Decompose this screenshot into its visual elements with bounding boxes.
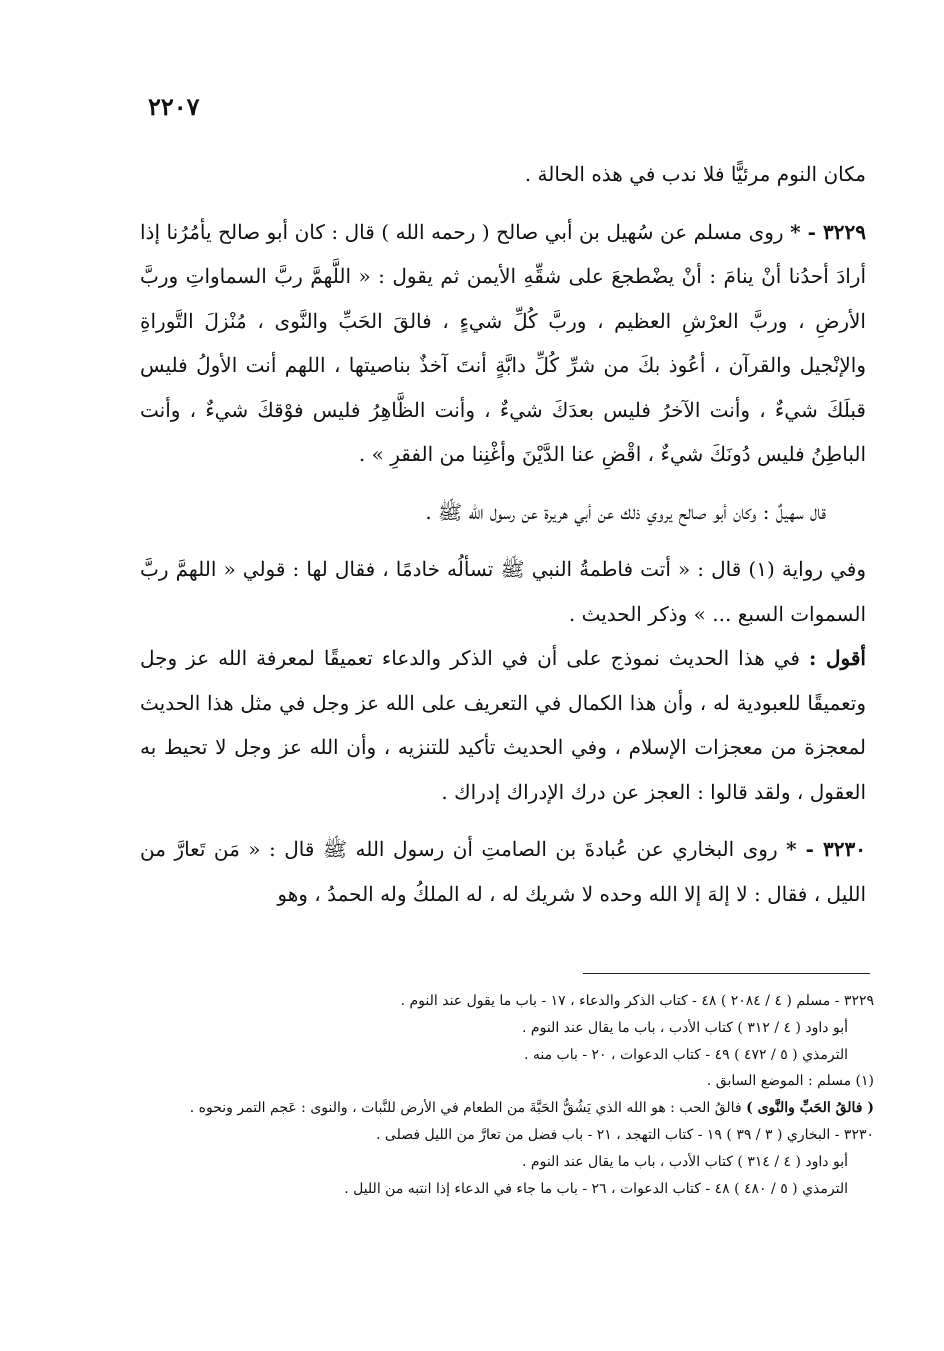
page-number: ٢٢٠٧ [148, 92, 200, 121]
spacer [140, 814, 866, 827]
hadith-text: روى مسلم عن سُهيل بن أبي صالح ( رحمه الله ) قال : كان أبو صالح يأمُرُنا إذا أرادَ أحدُنا أنْ ينامَ : أنْ يضْطجعَ على شقِّهِ الأيمن ثم يقول : « اللَّهمَّ ربَّ السماواتِ وربَّ الأرضِ ، وربَّ العرْشِ العظيم ، وربَّ كُلِّ شيءٍ ، فالقَ الحَبِّ والنَّوى ، مُنْزلَ التَّوراةِ والإنْجيل والقرآن ، أعُوذ بكَ من شرِّ كُلِّ دابَّةٍ أنتَ آخذٌ بناصيتها ، اللهم أنت الأولُ فليس قبلَكَ شيءٌ ، وأنت الآخرُ فليس بعدَكَ شيءٌ ، وأنت الظَّاهِرُ فليس فوْقكَ شيءٌ ، وأنت الباطِنُ فليس دُونَكَ شيءٌ ، اقْضِ عنا الدَّيْنَ وأغْنِنا من الفقرِ » . [140, 219, 866, 466]
commentary-label: أقول : [809, 646, 866, 670]
gloss-text: فالقُ الحب : هو الله الذي يَشُقُّ الحَبَّةَ من الطعام في الأرض للنَّبات ، والنوى : عَجم التمر ونحوه . [189, 1100, 742, 1117]
spacer [140, 534, 866, 547]
footnotes [140, 988, 874, 1202]
footnote-line: أبو داود ( ٤ / ٣١٢ ) كتاب الأدب ، باب ما يقال عند النوم . [522, 1019, 848, 1036]
hadith-3229 [140, 210, 866, 477]
footnote-line: أبو داود ( ٤ / ٣١٤ ) كتاب الأدب ، باب ما يقال عند النوم . [522, 1153, 848, 1170]
hadith-number: ٣٢٣٠ - * [786, 837, 866, 861]
footnote-separator [583, 973, 870, 974]
footnote-line: ٣٢٢٩ - مسلم ( ٤ / ٢٠٨٤ ) ٤٨ - كتاب الذكر والدعاء ، ١٧ - باب ما يقول عند النوم . [400, 993, 874, 1009]
intro-line: مكان النوم مرئيًّا فلا ندب في هذه الحالة . [524, 162, 866, 186]
footnote-line: الترمذي ( ٥ / ٤٧٢ ) ٤٩ - كتاب الدعوات ، ٢٠ - باب منه . [523, 1046, 848, 1063]
gloss-label: ( فالقُ الحَبِّ والنَّوى ) [746, 1100, 874, 1117]
footnote-gloss [140, 1095, 874, 1122]
hadith-3230 [140, 827, 866, 916]
riwaya-paragraph: وفي رواية (١) قال : « أتت فاطمةُ النبي ﷺ تسألُه خادمًا ، فقال لها : قولي « اللهمَّ ربَّ السموات السبع ... » وذكر الحديث . [140, 557, 866, 626]
hadith-number: ٣٢٢٩ - * [790, 219, 867, 244]
footnote-line: الترمذي ( ٥ / ٤٨٠ ) ٤٨ - كتاب الدعوات ، ٢٦ - باب ما جاء في الدعاء إذا انتبه من الليل . [344, 1180, 848, 1197]
commentary-text: في هذا الحديث نموذج على أن في الذكر والدعاء تعميقًا لمعرفة الله عز وجل وتعميقًا للعبودية له ، وأن هذا الكمال في التعريف على الله عز وجل في مثل هذا الحديث لمعجزة من معجزات الإسلام ، وفي الحديث تأكيد للتنزيه ، وأن الله عز وجل لا تحيط به العقول ، ولقد قالوا : العجز عن درك الإدراك إدراك . [140, 646, 866, 804]
footnote-line: (١) مسلم : الموضع السابق . [706, 1073, 874, 1090]
main-text [140, 152, 866, 916]
commentary-paragraph [140, 636, 866, 814]
footnote-line: ٣٢٣٠ - البخاري ( ٣ / ٣٩ ) ١٩ - كتاب التهجد ، ٢١ - باب فضل من تعارَّ من الليل فصلى . [376, 1126, 874, 1143]
suhail-statement: قال سهيلٌ : وكان أبو صالح يروي ذلك عن أبي هريرة عن رسول الله ﷺ . [425, 499, 826, 524]
hadith-text: روى البخاري عن عُبادةَ بن الصامتِ أن رسول الله ﷺ قال : « مَن تَعارَّ من الليل ، فقال : لا إلهَ إلا الله وحده لا شريك له ، له الملكُ وله الحمدُ ، وهو [140, 837, 866, 906]
spacer [140, 477, 866, 490]
spacer [140, 197, 866, 210]
